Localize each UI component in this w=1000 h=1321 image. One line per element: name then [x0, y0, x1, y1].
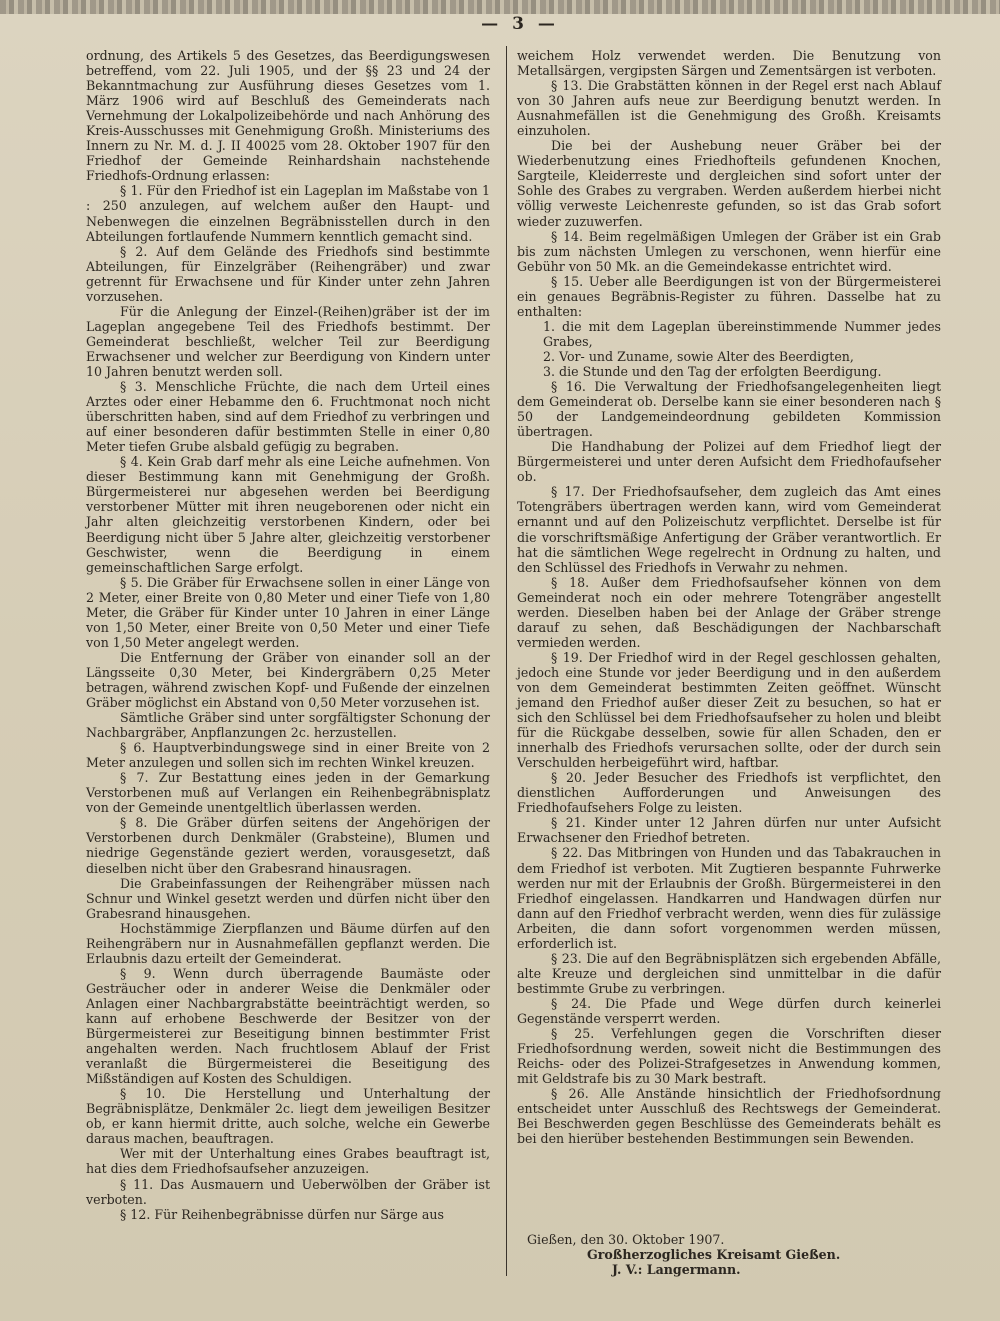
issuing-authority: Großherzogliches Kreisamt Gießen. — [587, 1247, 841, 1263]
paragraph: § 18. Außer dem Friedhofsaufseher können von dem Gemeinderat noch ein oder mehrere Totengräber angestellt werden. Dieselben haben bei der Anlage der Gräber strenge darauf zu sehen, daß Beschädigungen der Nachbarschaft vermieden werden. — [517, 574, 941, 650]
paragraph: § 11. Das Ausmauern und Ueberwölben der Gräber ist verboten. — [86, 1176, 490, 1207]
left-column — [86, 48, 490, 1222]
paragraph: Die bei der Aushebung neuer Gräber bei der Wiederbenutzung eines Friedhofteils gefundenen Knochen, Sargteile, Kleiderreste und dergleichen sind sofort unter der Sohle des Grabes zu vergraben. Werden außerdem hierbei nicht völlig verweste Leichenreste gefunden, so ist das Grab sofort wieder zuzuwerfen. — [517, 138, 941, 229]
paragraph: § 12. Für Reihenbegräbnisse dürfen nur Särge aus — [120, 1206, 444, 1222]
list-item: 1. die mit dem Lageplan übereinstimmende Nummer jedes Grabes, — [543, 318, 941, 349]
paragraph: § 25. Verfehlungen gegen die Vorschriften dieser Friedhofsordnung werden, soweit nicht die Bestimmungen des Reichs- oder des Polizei-Strafgesetzes in Anwendung kommen, mit Geldstrafe bis zu 30 Mark bestraft. — [517, 1026, 941, 1087]
paragraph: Sämtliche Gräber sind unter sorgfältigster Schonung der Nachbargräber, Anpflanzungen 2c. herzustellen. — [86, 710, 490, 741]
paragraph: weichem Holz verwendet werden. Die Benutzung von Metallsärgen, vergipsten Särgen und Zementsärgen ist verboten. — [517, 48, 941, 79]
right-column — [517, 48, 941, 1146]
place-date: Gießen, den 30. Oktober 1907. — [527, 1232, 725, 1247]
closing-block — [517, 1232, 941, 1277]
paragraph: Für die Anlegung der Einzel-(Reihen)gräber ist der im Lageplan angegebene Teil des Friedhofs bestimmt. Der Gemeinderat beschließt, welcher Teil zur Beerdigung Erwachsener und welcher zur Beerdigung von Kindern unter 10 Jahren benutzt werden soll. — [86, 303, 490, 379]
paragraph: Hochstämmige Zierpflanzen und Bäume dürfen auf den Reihengräbern nur in Ausnahmefällen gepflanzt werden. Die Erlaubnis dazu erteilt der Gemeinderat. — [86, 920, 490, 966]
paragraph: § 9. Wenn durch überragende Baumäste oder Gesträucher oder in anderer Weise die Denkmäler oder Anlagen einer Nachbargrabstätte beeinträchtigt werden, so kann auf erhobene Beschwerde der Besitzer von der Bürgermeisterei zur Beseitigung binnen bestimmter Frist angehalten werden. Nach fruchtlosem Ablauf der Frist veranlaßt die Bürgermeisterei die Beseitigung des Mißständigen auf Kosten des Schuldigen. — [86, 965, 490, 1087]
paragraph: § 26. Alle Anstände hinsichtlich der Friedhofsordnung entscheidet unter Ausschluß des Rechtswegs der Gemeinderat. Bei Beschwerden gegen Beschlüsse des Gemeinderats behält es bei den hierüber bestehenden Bestimmungen sein Bewenden. — [517, 1086, 941, 1147]
paragraph: § 8. Die Gräber dürfen seitens der Angehörigen der Verstorbenen durch Denkmäler (Grabsteine), Blumen und niedrige Gegenstände geziert werden, vorausgesetzt, daß dieselben nicht über den Grabesrand hinausragen. — [86, 815, 490, 876]
paragraph: § 4. Kein Grab darf mehr als eine Leiche aufnehmen. Von dieser Bestimmung kann mit Genehmigung der Großh. Bürgermeisterei nur abgesehen werden bei Beerdigung verstorbener Mütter mit ihren neugeborenen oder nicht ein Jahr alten gleichzeitig verstorbenen Kindern, oder bei Beerdigung nicht über 5 Jahre alter, gleichzeitig verstorbener Geschwister, wenn die Beerdigung in einem gemeinschaftlichen Sarge erfolgt. — [86, 454, 490, 575]
previous-page-strip — [0, 0, 1000, 14]
paragraph: § 19. Der Friedhof wird in der Regel geschlossen gehalten, jedoch eine Stunde vor jeder Beerdigung und in den außerdem von dem Gemeinderat bestimmten Zeiten geöffnet. Wünscht jemand den Friedhof außer dieser Zeit zu besuchen, so hat er sich den Schlüssel bei dem Friedhofsaufseher zu holen und bleibt für die Rückgabe desselben, sowie für allen Schaden, den er innerhalb des Friedhofs verursachen sollte, oder der durch sein Verschulden herbeigeführt wird, haftbar. — [517, 649, 941, 771]
paragraph: § 5. Die Gräber für Erwachsene sollen in einer Länge von 2 Meter, einer Breite von 0,80 Meter und einer Tiefe von 1,80 Meter, die Gräber für Kinder unter 10 Jahren in einer Länge von 1,50 Meter, einer Breite von 0,50 Meter und einer Tiefe von 1,50 Meter angelegt werden. — [86, 574, 490, 650]
paragraph: ordnung, des Artikels 5 des Gesetzes, das Beerdigungswesen betreffend, vom 22. Juli 1905, und der §§ 23 und 24 der Bekanntmachung zur Ausführung dieses Gesetzes vom 1. März 1906 wird auf Beschluß des Gemeinderats nach Vernehmung der Lokalpolizeibehörde und nach Anhörung des Kreis-Ausschusses mit Genehmigung Großh. Ministeriums des Innern zu Nr. M. d. J. II 40025 vom 28. Oktober 1907 für den Friedhof der Gemeinde Reinhardshain nachstehende Friedhofs-Ordnung erlassen: — [86, 48, 490, 184]
page-number: — 3 — — [481, 14, 559, 34]
paragraph: § 15. Ueber alle Beerdigungen ist von der Bürgermeisterei ein genaues Begräbnis-Register zu führen. Dasselbe hat zu enthalten: — [517, 273, 941, 319]
paragraph: § 16. Die Verwaltung der Friedhofsangelegenheiten liegt dem Gemeinderat ob. Derselbe kann sie einer besonderen nach § 50 der Landgemeindeordnung gebildeten Kommission übertragen. — [517, 379, 941, 440]
list-item: 2. Vor- und Zuname, sowie Alter des Beerdigten, — [543, 348, 854, 364]
paragraph: § 22. Das Mitbringen von Hunden und das Tabakrauchen in dem Friedhof ist verboten. Mit Zugtieren bespannte Fuhrwerke werden nur mit der Erlaubnis der Großh. Bürgermeisterei in den Friedhof eingelassen. Handkarren und Handwagen dürfen nur dann auf den Friedhof verbracht werden, wenn dies für zulässige Arbeiten, die dann sofort vorgenommen werden müssen, erforderlich ist. — [517, 845, 941, 951]
column-divider — [506, 46, 507, 1276]
signature: J. V.: Langermann. — [612, 1262, 741, 1278]
list-item: 3. die Stunde und den Tag der erfolgten Beerdigung. — [543, 363, 882, 379]
paragraph: § 24. Die Pfade und Wege dürfen durch keinerlei Gegenstände versperrt werden. — [517, 995, 941, 1026]
paragraph: § 3. Menschliche Früchte, die nach dem Urteil eines Arztes oder einer Hebamme den 6. Fruchtmonat noch nicht überschritten haben, sind auf dem Friedhof zu verbringen und auf einer besonderen dafür bestimmten Stelle in einer 0,80 Meter tiefen Grube alsbald gefügig zu begraben. — [86, 379, 490, 455]
paragraph: § 23. Die auf den Begräbnisplätzen sich ergebenden Abfälle, alte Kreuze und dergleichen sind unmittelbar in die dafür bestimmte Grube zu verbringen. — [517, 950, 941, 996]
paragraph: § 6. Hauptverbindungswege sind in einer Breite von 2 Meter anzulegen und sollen sich im rechten Winkel kreuzen. — [86, 740, 490, 771]
paragraph: Wer mit der Unterhaltung eines Grabes beauftragt ist, hat dies dem Friedhofsaufseher anzuzeigen. — [86, 1146, 490, 1177]
paragraph: § 14. Beim regelmäßigen Umlegen der Gräber ist ein Grab bis zum nächsten Umlegen zu verschonen, wenn hierfür eine Gebühr von 50 Mk. an die Gemeindekasse entrichtet wird. — [517, 228, 941, 274]
paragraph: Die Entfernung der Gräber von einander soll an der Längsseite 0,30 Meter, bei Kindergräbern 0,25 Meter betragen, während zwischen Kopf- und Fußende der einzelnen Gräber möglichst ein Abstand von 0,50 Meter vorzusehen ist. — [86, 649, 490, 711]
paragraph: § 13. Die Grabstätten können in der Regel erst nach Ablauf von 30 Jahren aufs neue zur Beerdigung benutzt werden. In Ausnahmefällen ist die Genehmigung des Großh. Kreisamts einzuholen. — [517, 78, 941, 139]
paragraph: Die Grabeinfassungen der Reihengräber müssen nach Schnur und Winkel gesetzt werden und dürfen nicht über den Grabesrand hinausgehen. — [86, 875, 490, 921]
paragraph: § 20. Jeder Besucher des Friedhofs ist verpflichtet, den dienstlichen Aufforderungen und Anweisungen des Friedhofaufsehers Folge zu leisten. — [517, 770, 941, 816]
paragraph: § 7. Zur Bestattung eines jeden in der Gemarkung Verstorbenen muß auf Verlangen ein Reihenbegräbnisplatz von der Gemeinde unentgeltlich überlassen werden. — [86, 770, 490, 816]
paragraph: § 1. Für den Friedhof ist ein Lageplan im Maßstabe von 1 : 250 anzulegen, auf welchem außer den Haupt- und Nebenwegen die einzelnen Begräbnisstellen durch in den Abteilungen fortlaufende Nummern kenntlich gemacht sind. — [86, 183, 490, 244]
paragraph: § 10. Die Herstellung und Unterhaltung der Begräbnisplätze, Denkmäler 2c. liegt dem jeweiligen Besitzer ob, er kann hiermit dritte, auch solche, welche ein Gewerbe daraus machen, beauftragen. — [86, 1086, 490, 1147]
paragraph: § 17. Der Friedhofsaufseher, dem zugleich das Amt eines Totengräbers übertragen werden kann, wird vom Gemeinderat ernannt und auf den Polizeischutz verpflichtet. Derselbe ist für die vorschriftsmäßige Anfertigung der Gräber verantwortlich. Er hat die sämtlichen Wege regelrecht in Ordnung zu halten, und den Schlüssel des Friedhofs in Verwahr zu nehmen. — [517, 484, 941, 575]
paragraph: § 2. Auf dem Gelände des Friedhofs sind bestimmte Abteilungen, für Einzelgräber (Reihengräber) und zwar getrennt für Erwachsene und für Kinder unter zehn Jahren vorzusehen. — [86, 243, 490, 304]
paragraph: § 21. Kinder unter 12 Jahren dürfen nur unter Aufsicht Erwachsener den Friedhof betreten. — [517, 815, 941, 846]
paragraph: Die Handhabung der Polizei auf dem Friedhof liegt der Bürgermeisterei und unter deren Aufsicht dem Friedhofaufseher ob. — [517, 439, 941, 485]
